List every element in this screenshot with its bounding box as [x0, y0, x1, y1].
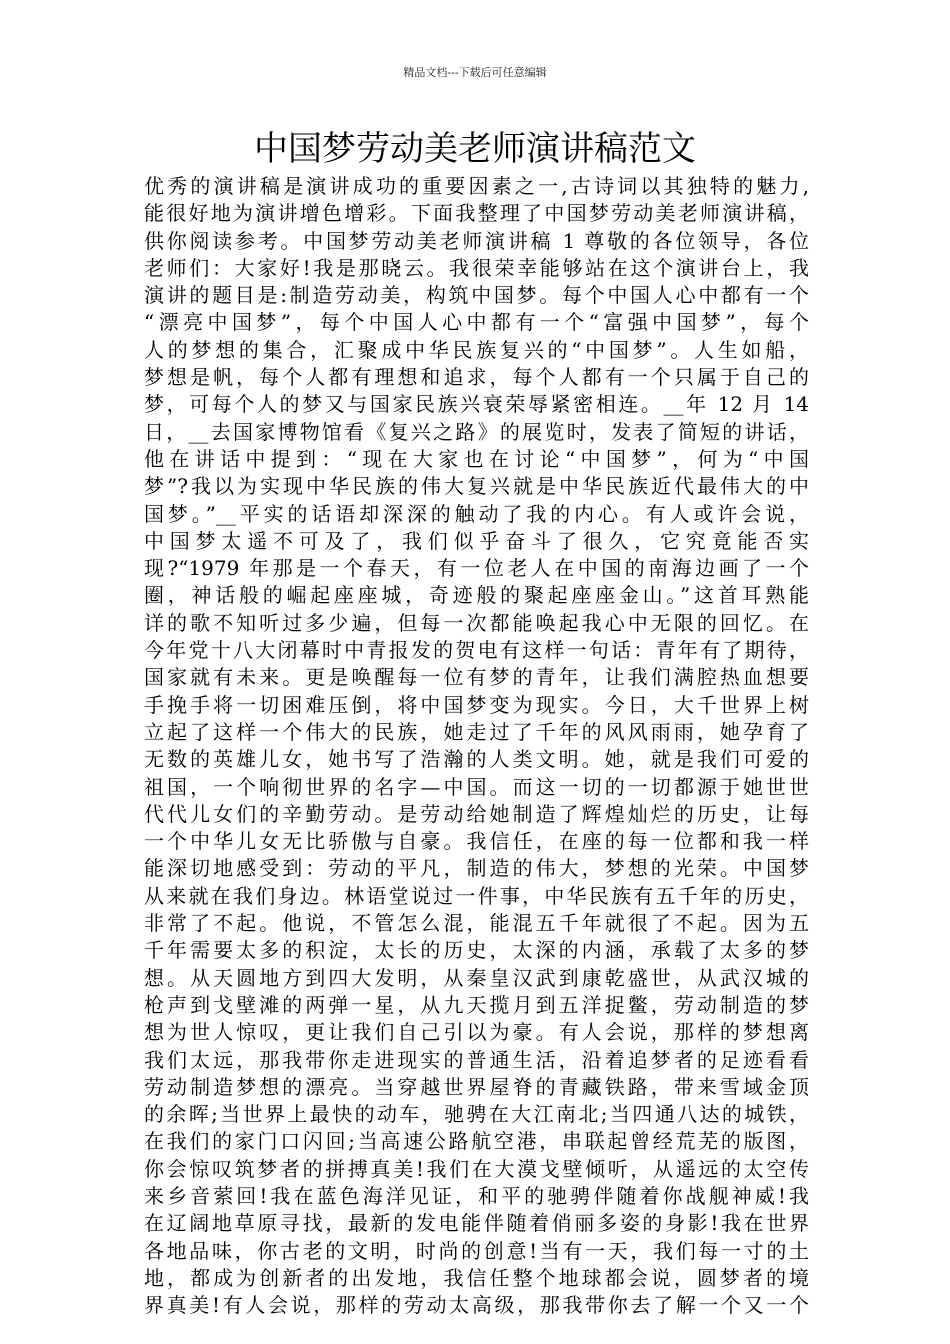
body-text-line: 中国梦太遥不可及了，我们似乎奋斗了很久，它究竟能否实	[144, 528, 809, 553]
body-text-line: 来乡音萦回!我在蓝色海洋见证，和平的驰骋伴随着你战舰神威!我	[144, 1183, 809, 1208]
body-text-line: 祖国，一个响彻世界的名字—中国。而这一切的一切都源于她世世	[144, 774, 809, 799]
body-text-line: 我们太远，那我带你走进现实的普通生活，沿着追梦者的足迹看看	[144, 1047, 809, 1072]
body-text-line: 立起了这样一个伟大的民族，她走过了千年的风风雨雨，她孕育了	[144, 719, 809, 744]
body-text-line: 圈，神话般的崛起座座城，奇迹般的聚起座座金山。”这首耳熟能	[144, 583, 809, 608]
document-title: 中国梦劳动美老师演讲稿范文	[254, 129, 696, 169]
body-text-line: 现?“1979 年那是一个春天，有一位老人在中国的南海边画了一个	[144, 556, 809, 581]
body-text-line: 老师们：大家好!我是那晓云。我很荣幸能够站在这个演讲台上，我	[144, 255, 809, 280]
body-text-line: 界真美!有人会说，那样的劳动太高级，那我带你去了解一个又一个	[144, 1293, 809, 1318]
body-text-line: 国梦。”__平实的话语却深深的触动了我的内心。有人或许会说，	[144, 501, 809, 526]
body-text-line: 在辽阔地草原寻找，最新的发电能伴随着俏丽多姿的身影!我在世界	[144, 1211, 809, 1236]
body-text-line: 他在讲话中提到：“现在大家也在讨论“中国梦”，何为“中国	[144, 446, 809, 471]
body-text-line: 从来就在我们身边。林语堂说过一件事，中华民族有五千年的历史，	[144, 883, 809, 908]
body-text-line: 代代儿女们的辛勤劳动。是劳动给她制造了辉煌灿烂的历史，让每	[144, 801, 809, 826]
document-header-note: 精品文档---下载后可任意编辑	[403, 66, 547, 79]
body-text-line: 手挽手将一切困难压倒，将中国梦变为现实。今日，大千世界上树	[144, 692, 809, 717]
body-text-line: 你会惊叹筑梦者的拼搏真美!我们在大漠戈壁倾听，从遥远的太空传	[144, 1156, 809, 1181]
body-text-line: 想。从天圆地方到四大发明，从秦皇汉武到康乾盛世，从武汉城的	[144, 965, 809, 990]
body-text-line: 千年需要太多的积淀，太长的历史，太深的内涵，承载了太多的梦	[144, 938, 809, 963]
body-text-line: 国家就有未来。更是唤醒每一位有梦的青年，让我们满腔热血想要	[144, 665, 809, 690]
body-text-line: 梦想是帆，每个人都有理想和追求，每个人都有一个只属于自己的	[144, 365, 809, 390]
body-text-line: 在我们的家门口闪回;当高速公路航空港，串联起曾经荒芜的版图，	[144, 1129, 809, 1154]
body-text-line: 梦，可每个人的梦又与国家民族兴衰荣辱紧密相连。__年 12 月 14	[144, 392, 809, 417]
body-text-line: 非常了不起。他说，不管怎么混，能混五千年就很了不起。因为五	[144, 911, 809, 936]
body-text-line: 无数的英雄儿女，她书写了浩瀚的人类文明。她，就是我们可爱的	[144, 747, 809, 772]
body-text-line: 劳动制造梦想的漂亮。当穿越世界屋脊的青藏铁路，带来雪域金顶	[144, 1074, 809, 1099]
body-text-line: 人的梦想的集合，汇聚成中华民族复兴的“中国梦”。人生如船，	[144, 337, 809, 362]
body-text-line: 枪声到戈壁滩的两弹一星，从九天揽月到五洋捉鳖，劳动制造的梦	[144, 992, 809, 1017]
body-text-line: 今年党十八大闭幕时中青报发的贺电有这样一句话：青年有了期待，	[144, 638, 809, 663]
body-text-line: 详的歌不知听过多少遍，但每一次都能唤起我心中无限的回忆。在	[144, 610, 809, 635]
body-text-line: 日，__去国家博物馆看《复兴之路》的展览时，发表了简短的讲话，	[144, 419, 809, 444]
body-text-line: 能深切地感受到：劳动的平凡，制造的伟大，梦想的光荣。中国梦	[144, 856, 809, 881]
body-text-line: 优秀的演讲稿是演讲成功的重要因素之一,古诗词以其独特的魅力,	[144, 174, 809, 198]
body-text-line: 一个中华儿女无比骄傲与自豪。我信任，在座的每一位都和我一样	[144, 829, 809, 854]
body-text-line: “漂亮中国梦”，每个中国人心中都有一个“富强中国梦”，每个	[144, 310, 809, 335]
body-text-line: 能很好地为演讲增色增彩。下面我整理了中国梦劳动美老师演讲稿，	[144, 201, 809, 226]
body-text-line: 梦”?我以为实现中华民族的伟大复兴就是中华民族近代最伟大的中	[144, 474, 809, 499]
body-text-line: 供你阅读参考。中国梦劳动美老师演讲稿 1 尊敬的各位领导，各位	[144, 228, 809, 253]
body-text-line: 各地品味，你古老的文明，时尚的创意!当有一天，我们每一寸的土	[144, 1238, 809, 1263]
body-text-line: 想为世人惊叹，更让我们自己引以为豪。有人会说，那样的梦想离	[144, 1020, 809, 1045]
body-text-line: 演讲的题目是:制造劳动美，构筑中国梦。每个中国人心中都有一个	[144, 283, 809, 308]
body-text-line: 地，都成为创新者的出发地，我信任整个地球都会说，圆梦者的境	[144, 1265, 809, 1290]
body-text-line: 的余晖;当世界上最快的动车，驰骋在大江南北;当四通八达的城铁，	[144, 1102, 809, 1127]
speech-body-text	[144, 173, 809, 1319]
